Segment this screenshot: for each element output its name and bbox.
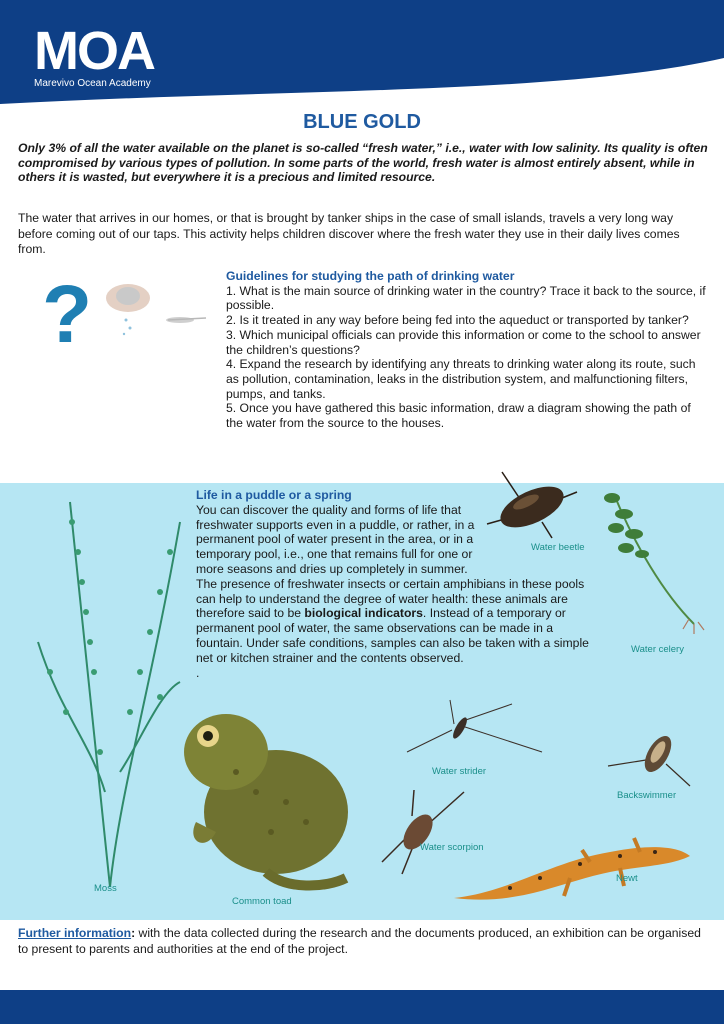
water-celery-illustration: [594, 484, 708, 634]
logo-subtitle: Marevivo Ocean Academy: [34, 78, 151, 89]
common-toad-illustration: [176, 702, 360, 894]
question-hands-illustration: [40, 270, 210, 356]
life-p2-text-end: . Instead of a temporary or permanent pool of water, the same observations can be made in a fountain. Under safe conditions, samples can also be taken with a simple net or kitchen strainer and the contents observed.: [196, 606, 589, 665]
guideline-item-4: 4. Expand the research by identifying any threats to drinking water along its route, such as pollution, contamination, leaks in the distribution system, and malfunctioning filters, pumps, and tanks.: [226, 357, 696, 401]
logo-mark: MOA: [34, 21, 154, 81]
caption-water-beetle: Water beetle: [531, 542, 585, 553]
guidelines-section: [226, 269, 710, 431]
guidelines-heading: Guidelines for studying the path of drinking water: [226, 269, 515, 283]
further-information-label: Further information: [18, 926, 132, 940]
water-strider-illustration: [402, 696, 548, 760]
intro-text: Only 3% of all the water available on the planet is so-called “fresh water,” i.e., water with low salinity. Its quality is often compromised by various types of pollution. In some parts of the world, fresh water is almost entirely absent, while in others it is wasted, but everywhere it is a precious and limited resource.: [18, 141, 708, 184]
svg-text:?: ?: [42, 270, 93, 356]
caption-water-strider: Water strider: [432, 766, 487, 777]
body-paragraph: The water that arrives in our homes, or that is brought by tanker ships in the case of small islands, travels a very long way before coming out of our taps. This activity helps children discover where the fresh water they use in their daily lives comes from.: [18, 211, 680, 256]
life-paragraph-1: You can discover the quality and forms of life that freshwater supports even in a puddle, or rather, in a permanent pool of water present in the area, or in a temporary pool, i.e., one that remains full for one or more seasons and dries up completely in summer.: [196, 502, 475, 576]
life-trailing-dot: .: [196, 665, 200, 680]
guideline-item-5: 5. Once you have gathered this basic information, draw a diagram showing the path of the water from the source to the houses.: [226, 401, 691, 431]
moss-illustration: [30, 492, 190, 892]
page-footer-bar: [0, 990, 724, 1024]
guideline-item-2: 2. Is it treated in any way before being fed into the aqueduct or transported by tanker?: [226, 313, 689, 328]
caption-newt: Newt: [616, 873, 638, 884]
newt-illustration: [450, 822, 696, 908]
caption-water-scorpion: Water scorpion: [420, 842, 484, 853]
life-paragraph-2: [196, 577, 596, 666]
life-heading: Life in a puddle or a spring: [196, 488, 352, 502]
guideline-item-3: 3. Which municipal officials can provide this information or come to the school to answer the children’s questions?: [226, 327, 701, 357]
page-title: BLUE GOLD: [303, 111, 421, 133]
page-header: [0, 0, 724, 110]
guideline-item-1: 1. What is the main source of drinking water in the country? Trace it back to the source, if possible.: [226, 283, 706, 313]
further-colon: :: [131, 926, 136, 940]
caption-backswimmer: Backswimmer: [617, 790, 677, 801]
further-information: [18, 926, 708, 957]
caption-common-toad: Common toad: [232, 896, 292, 907]
life-p2-text: The presence of freshwater insects or certain amphibians in these pools can help to understand the degree of water health: these animals are therefore said to be: [196, 576, 585, 621]
caption-water-celery: Water celery: [631, 644, 684, 655]
biological-indicators-term: biological indicators: [304, 606, 423, 621]
backswimmer-illustration: [606, 730, 692, 788]
freshwater-life-section: [196, 488, 596, 680]
further-information-text: with the data collected during the research and the documents produced, an exhibition can be organised to present to parents and authorities at the end of the project.: [18, 926, 701, 956]
caption-moss: Moss: [94, 883, 117, 894]
